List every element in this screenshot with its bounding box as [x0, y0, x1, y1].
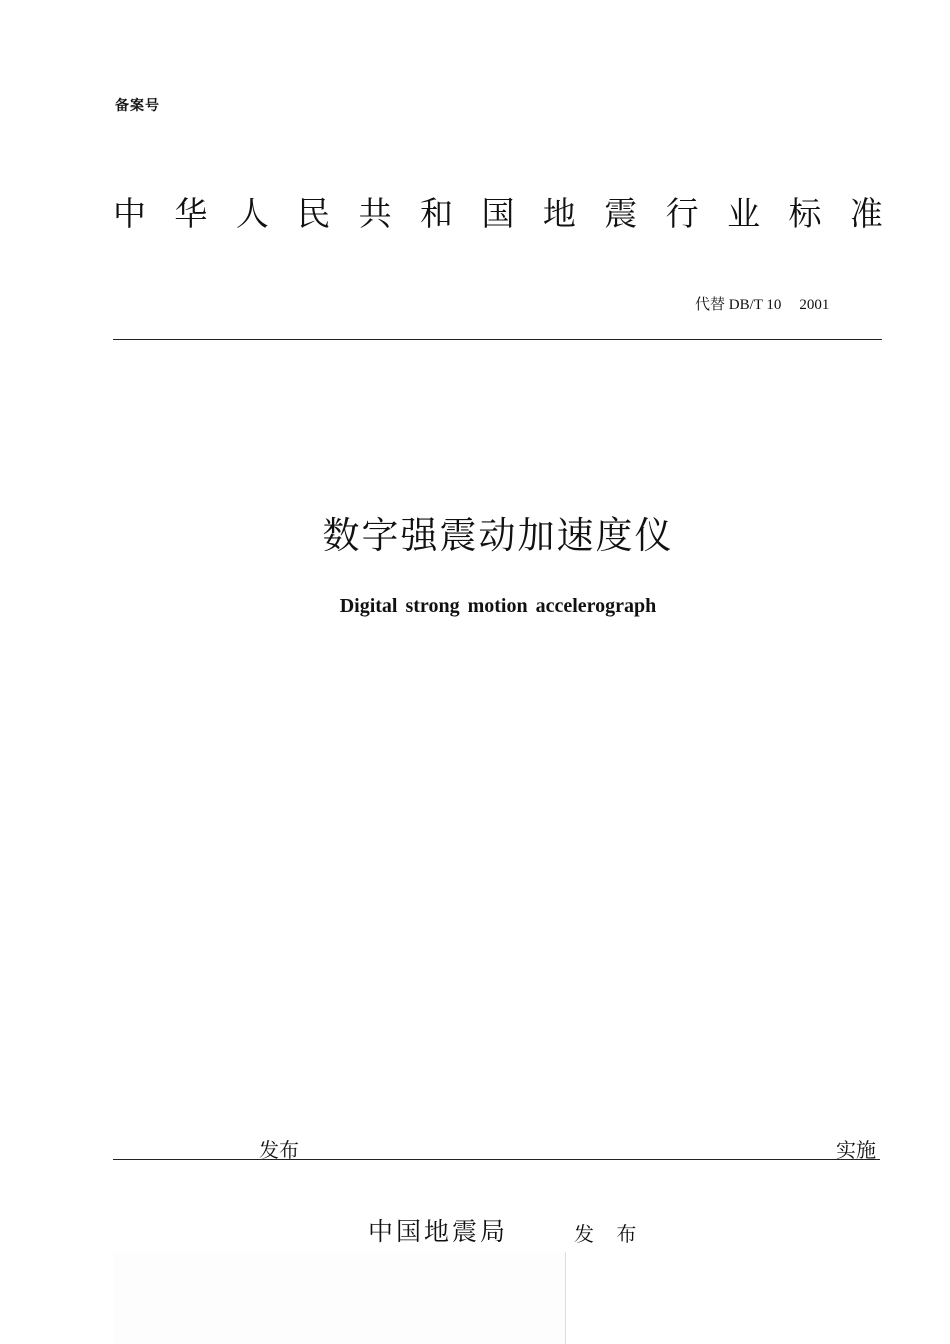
footer-panel — [113, 1252, 565, 1344]
publish-date-label: 发布 — [259, 1138, 299, 1162]
bottom-divider-rule — [113, 1159, 880, 1160]
title-char: 华 — [174, 194, 208, 233]
footer-divider — [565, 1252, 566, 1344]
top-divider-rule — [113, 339, 882, 340]
title-char: 共 — [358, 194, 392, 233]
title-char: 行 — [665, 194, 699, 233]
issuing-action: 发 布 — [574, 1222, 645, 1246]
title-char: 地 — [542, 194, 576, 233]
title-char: 准 — [849, 194, 883, 233]
standard-category-title — [113, 192, 883, 236]
replaces-prefix: 代替 DB/T 10 — [695, 297, 782, 313]
issuing-authority: 中国地震局 — [368, 1217, 509, 1246]
title-char: 人 — [235, 194, 269, 233]
title-char: 国 — [481, 194, 515, 233]
document-title-chinese: 数字强震动加速度仪 — [322, 514, 674, 557]
title-char: 震 — [604, 194, 638, 233]
title-char: 中 — [113, 194, 146, 233]
replaces-year: 2001 — [799, 297, 830, 313]
title-char: 民 — [297, 194, 331, 233]
title-char: 业 — [727, 194, 761, 233]
title-char: 和 — [420, 194, 454, 233]
implement-date-label: 实施 — [836, 1138, 876, 1162]
replaces-standard-note — [695, 293, 829, 314]
record-number-label: 备案号 — [115, 98, 160, 114]
title-char: 标 — [788, 194, 822, 233]
document-title-english: Digital strong motion accelerograph — [339, 595, 657, 617]
